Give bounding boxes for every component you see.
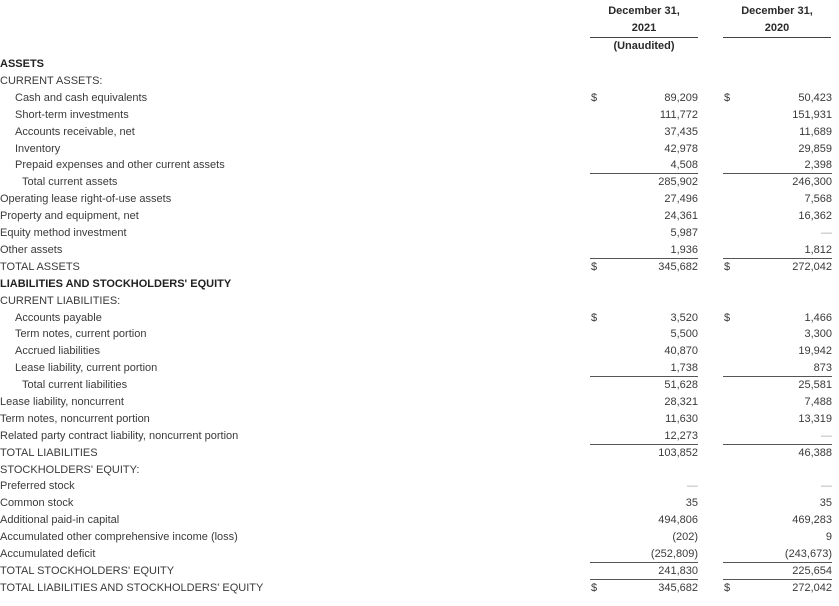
row-label: STOCKHOLDERS' EQUITY: (0, 464, 140, 476)
value-2021: (202) (672, 531, 698, 543)
value-2020: 272,042 (792, 261, 832, 273)
value-2021: 103,852 (658, 447, 698, 459)
row-lease-liability-noncurrent (0, 394, 839, 411)
value-2020: 246,300 (792, 176, 832, 188)
row-total-stockholders-equity (0, 563, 839, 580)
value-2020: 46,388 (798, 447, 832, 459)
subtotal-rule-2021 (590, 579, 698, 580)
row-current-assets (0, 73, 839, 90)
currency-symbol-2021: $ (591, 92, 598, 104)
value-2021: 11,630 (665, 413, 698, 425)
row-total-assets (0, 259, 839, 276)
value-2021: 37,435 (664, 126, 698, 138)
value-2020: 7,568 (804, 193, 832, 205)
row-label: Additional paid-in capital (0, 514, 120, 526)
value-2021: 5,987 (670, 227, 698, 239)
row-stockholders-equity (0, 462, 839, 479)
row-label: Prepaid expenses and other current assets (15, 159, 225, 171)
row-label: Term notes, current portion (15, 328, 147, 340)
col2-header-line1: December 31, (741, 5, 813, 17)
row-operating-lease-right-of-use-assets (0, 191, 839, 208)
subtotal-rule-2021 (590, 173, 698, 174)
row-label: Lease liability, noncurrent (0, 396, 124, 408)
subtotal-rule-2020 (723, 258, 832, 259)
currency-symbol-2020: $ (724, 312, 731, 324)
row-related-party-contract-liability-noncurrent-portion (0, 428, 839, 445)
row-total-current-liabilities (0, 377, 839, 394)
row-label: ASSETS (0, 58, 45, 70)
row-label: TOTAL STOCKHOLDERS' EQUITY (0, 565, 175, 577)
value-2020: 16,362 (798, 210, 832, 222)
row-label: LIABILITIES AND STOCKHOLDERS' EQUITY (0, 278, 232, 290)
value-2021: 51,628 (664, 379, 698, 391)
row-label: Accumulated deficit (0, 548, 96, 560)
row-accumulated-deficit (0, 546, 839, 563)
value-2021: 40,870 (664, 345, 698, 357)
value-2021: 4,508 (670, 159, 698, 171)
value-2020: 50,423 (798, 92, 832, 104)
row-label: Property and equipment, net (0, 210, 139, 222)
row-other-assets (0, 242, 839, 259)
row-label: Accounts receivable, net (15, 126, 135, 138)
row-label: TOTAL LIABILITIES (0, 447, 98, 459)
value-2021: 42,978 (664, 143, 698, 155)
value-2020: — (821, 480, 832, 492)
value-2020: 9 (825, 531, 832, 543)
row-accounts-payable (0, 310, 839, 327)
col1-header-unaudited: (Unaudited) (613, 40, 675, 52)
row-label: Accounts payable (15, 312, 102, 324)
value-2021: 27,496 (664, 193, 698, 205)
currency-symbol-2021: $ (591, 312, 598, 324)
value-2020: 7,488 (804, 396, 832, 408)
row-accrued-liabilities (0, 343, 839, 360)
value-2020: 873 (813, 362, 832, 374)
value-2020: 3,300 (804, 328, 832, 340)
value-2020: — (821, 227, 832, 239)
subtotal-rule-2020 (723, 444, 832, 445)
value-2020: 19,942 (798, 345, 832, 357)
row-label: Operating lease right-of-use assets (0, 193, 172, 205)
value-2020: 1,812 (804, 244, 832, 256)
subtotal-rule-2021 (590, 444, 698, 445)
row-label: Cash and cash equivalents (15, 92, 148, 104)
currency-symbol-2021: $ (591, 582, 598, 594)
col1-header-line1: December 31, (608, 5, 680, 17)
value-2020: 151,931 (792, 109, 832, 121)
row-label: Total current assets (22, 176, 118, 188)
row-label: Accumulated other comprehensive income (loss) (0, 531, 238, 543)
subtotal-rule-2020 (723, 173, 832, 174)
value-2021: 3,520 (670, 312, 698, 324)
value-2021: 5,500 (670, 328, 698, 340)
row-equity-method-investment (0, 225, 839, 242)
value-2021: 28,321 (664, 396, 698, 408)
row-label: Term notes, noncurrent portion (0, 413, 150, 425)
row-label: Inventory (15, 143, 61, 155)
value-2021: 24,361 (664, 210, 698, 222)
row-inventory (0, 141, 839, 158)
value-2021: 345,682 (658, 261, 698, 273)
value-2021: (252,809) (650, 548, 698, 560)
row-preferred-stock (0, 478, 839, 495)
col2-header-rule (723, 37, 831, 38)
col2-header-year: 2020 (764, 22, 790, 34)
row-label: Total current liabilities (22, 379, 128, 391)
row-label: Lease liability, current portion (15, 362, 158, 374)
row-term-notes-noncurrent-portion (0, 411, 839, 428)
value-2020: 25,581 (798, 379, 832, 391)
row-common-stock (0, 495, 839, 512)
row-total-liabilities-and-stockholders-equity (0, 580, 839, 597)
value-2020: 29,859 (798, 143, 832, 155)
subtotal-rule-2020 (723, 562, 832, 563)
value-2020: 225,654 (792, 565, 832, 577)
subtotal-rule-2021 (590, 258, 698, 259)
row-accounts-receivable-net (0, 124, 839, 141)
currency-symbol-2021: $ (591, 261, 598, 273)
row-property-and-equipment-net (0, 208, 839, 225)
row-total-current-assets (0, 174, 839, 191)
row-current-liabilities (0, 293, 839, 310)
value-2020: 13,319 (798, 413, 832, 425)
value-2020: 272,042 (792, 582, 832, 594)
row-lease-liability-current-portion (0, 360, 839, 377)
subtotal-rule-2020 (723, 376, 832, 377)
row-term-notes-current-portion (0, 326, 839, 343)
row-prepaid-expenses-and-other-current-assets (0, 157, 839, 174)
row-label: Accrued liabilities (15, 345, 100, 357)
value-2020: (243,673) (784, 548, 832, 560)
value-2021: 111,772 (659, 109, 698, 121)
value-2021: 1,738 (670, 362, 698, 374)
col1-header-year: 2021 (631, 22, 657, 34)
row-label: TOTAL LIABILITIES AND STOCKHOLDERS' EQUITY (0, 582, 264, 594)
row-cash-and-cash-equivalents (0, 90, 839, 107)
row-label: CURRENT LIABILITIES: (0, 295, 121, 307)
row-label: TOTAL ASSETS (0, 261, 80, 273)
row-liabilities-and-stockholders-equity (0, 276, 839, 293)
value-2021: 12,273 (664, 430, 698, 442)
subtotal-rule-2020 (723, 579, 832, 580)
value-2021: 285,902 (658, 176, 698, 188)
value-2021: 345,682 (658, 582, 698, 594)
value-2021: 1,936 (670, 244, 698, 256)
row-label: Short-term investments (15, 109, 129, 121)
value-2020: 469,283 (792, 514, 832, 526)
subtotal-rule-2021 (590, 562, 698, 563)
currency-symbol-2020: $ (724, 261, 731, 273)
row-assets (0, 56, 839, 73)
row-label: Related party contract liability, noncurrent portion (0, 430, 239, 442)
col1-header-rule (590, 37, 698, 38)
value-2020: 1,466 (804, 312, 832, 324)
value-2020: 11,689 (799, 126, 832, 138)
value-2020: 2,398 (804, 159, 832, 171)
value-2020: 35 (819, 497, 832, 509)
value-2021: 89,209 (664, 92, 698, 104)
row-label: Preferred stock (0, 480, 75, 492)
row-label: Equity method investment (0, 227, 127, 239)
row-total-liabilities (0, 445, 839, 462)
row-label: Common stock (0, 497, 74, 509)
value-2021: — (687, 480, 698, 492)
currency-symbol-2020: $ (724, 92, 731, 104)
subtotal-rule-2021 (590, 376, 698, 377)
row-additional-paid-in-capital (0, 512, 839, 529)
row-label: Other assets (0, 244, 63, 256)
value-2021: 494,806 (658, 514, 698, 526)
currency-symbol-2020: $ (724, 582, 731, 594)
row-accumulated-other-comprehensive-income-loss (0, 529, 839, 546)
row-label: CURRENT ASSETS: (0, 75, 103, 87)
value-2021: 241,830 (658, 565, 698, 577)
value-2020: — (821, 430, 832, 442)
row-short-term-investments (0, 107, 839, 124)
value-2021: 35 (685, 497, 698, 509)
